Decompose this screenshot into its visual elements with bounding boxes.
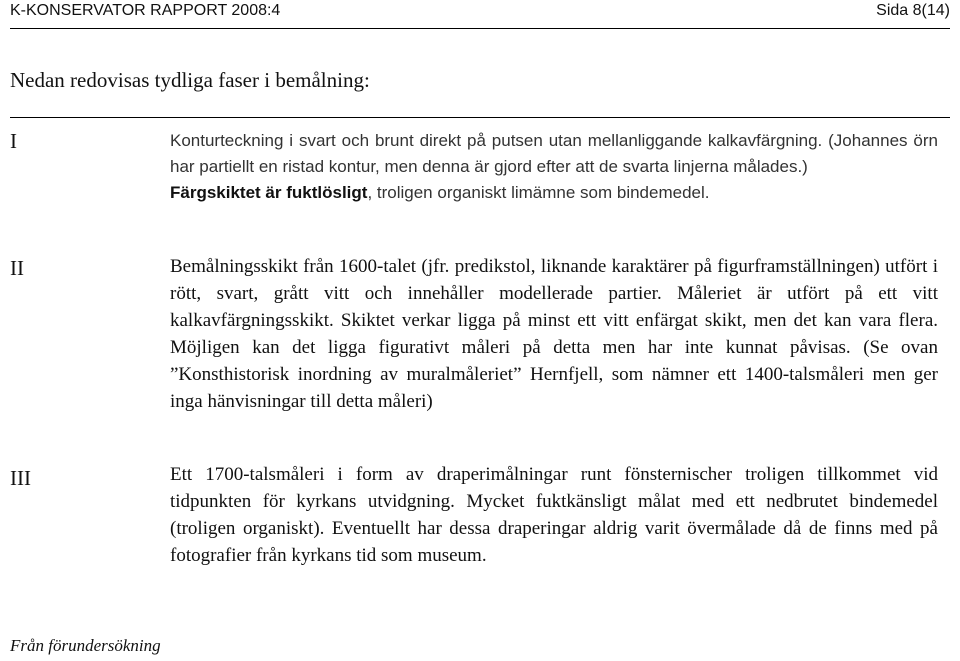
section-body-3 (170, 462, 938, 570)
section-body-1 (170, 128, 938, 207)
header-divider (10, 28, 950, 29)
page-number: Sida 8(14) (876, 2, 950, 19)
section-2-text: Bemålningsskikt från 1600-talet (jfr. predikstol, liknande karaktärer på figurframställningen) utfört i rött, svart, grått vitt och innehåller modellerade partier. Måleriet är utfört på ett vitt kalkavfärgningsskikt. Skiktet verkar ligga på minst ett vitt enfärgat skikt, men det kan vara flera. Möjligen kan det ligga figurativt måleri på detta men har inte kunnat påvisas. (Se ovan ”Konsthistorisk inordning av muralmåleriet” Hernfjell, som nämner ett 1400-talsmåleri men ger inga hänvisningar till detta måleri) (170, 256, 938, 412)
section-1-text-end: , troligen organiskt limämne som bindemedel. (367, 183, 710, 203)
intro-heading: Nedan redovisas tydliga faser i bemålning: (10, 68, 370, 92)
section-label-1: I (10, 129, 17, 153)
section-3-text: Ett 1700-talsmåleri i form av draperimålningar runt fönsternischer troligen tillkommet vid tidpunkten för kyrkans utvidgning. Mycket fuktkänsligt målat med ett nedbrutet bindemedel (troligen organiskt). Eventuellt har dessa draperingar aldrig varit övermålade då de finns med på fotografier från kyrkans tid som museum. (170, 464, 938, 566)
section-label-2: II (10, 256, 24, 280)
section-1-text: Konturteckning i svart och brunt direkt på putsen utan mellanliggande kalkavfärgning. (Johannes örn har partiellt en ristad kontur, men denna är gjord efter att de svarta linjerna målades.) (170, 131, 938, 177)
section-label-3: III (10, 466, 31, 490)
intro-divider (10, 117, 950, 118)
report-title: K-KONSERVATOR RAPPORT 2008:4 (10, 2, 281, 19)
section-body-2 (170, 254, 938, 416)
source-note: Från förundersökning (10, 636, 161, 655)
section-1-paragraph (170, 128, 938, 207)
section-1-bold-text: Färgskiktet är fuktlösligt (170, 183, 368, 203)
page-header (10, 0, 950, 30)
